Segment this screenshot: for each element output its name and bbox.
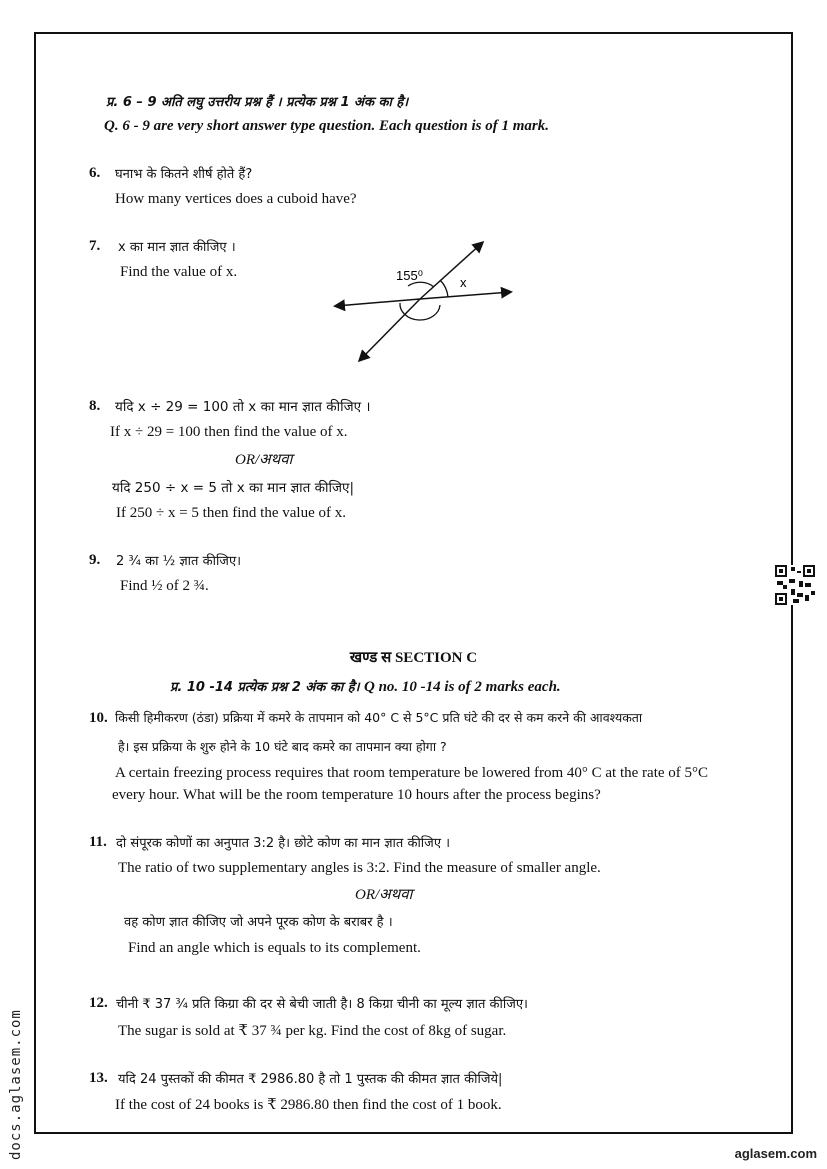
- angle-arc-lower: [400, 303, 440, 320]
- q8-hindi: यदि x ÷ 29 = 100 तो x का मान ज्ञात कीजिए ।: [115, 399, 371, 415]
- q12-english: The sugar is sold at ₹ 37 ¾ per kg. Find the cost of 8kg of sugar.: [118, 1023, 507, 1039]
- q10-english-1: A certain freezing process requires that room temperature be lowered from 40° C at the rate of 5°C: [115, 765, 709, 781]
- q8-number: 8.: [89, 398, 101, 414]
- q6-english: How many vertices does a cuboid have?: [115, 191, 357, 207]
- q8-or: OR/अथवा: [235, 452, 293, 468]
- angle-label-155: 155⁰: [396, 268, 423, 283]
- brand-watermark: aglasem.com: [734, 1146, 817, 1161]
- q7-hindi: x का मान ज्ञात कीजिए ।: [118, 240, 236, 255]
- q12-hindi: चीनी ₹ 37 ¾ प्रति किग्रा की दर से बेची जाती है। 8 किग्रा चीनी का मूल्य ज्ञात कीजिए।: [116, 997, 528, 1012]
- transversal-line: [420, 243, 482, 299]
- q11-english: The ratio of two supplementary angles is 3:2. Find the measure of smaller angle.: [118, 860, 601, 876]
- q11-number: 11.: [89, 834, 107, 850]
- section-c-instruction: [170, 677, 561, 696]
- instructions-english: Q. 6 - 9 are very short answer type question. Each question is of 1 mark.: [104, 118, 550, 134]
- q10-number: 10.: [89, 710, 108, 726]
- q13-hindi: यदि 24 पुस्तकों की कीमत ₹ 2986.80 है तो 1 पुस्तक की कीमत ज्ञात कीजिये|: [118, 1072, 503, 1087]
- q9-hindi: 2 ¾ का ½ ज्ञात कीजिए।: [116, 554, 242, 569]
- q6-number: 6.: [89, 165, 101, 181]
- q8-alt-english: If 250 ÷ x = 5 then find the value of x.: [116, 505, 346, 521]
- angle-figure: [330, 235, 525, 370]
- qr-code: [775, 565, 815, 605]
- section-c-instruction-english: Q no. 10 -14 is of 2 marks each.: [364, 679, 561, 695]
- side-watermark: docs.aglasem.com: [8, 1009, 24, 1160]
- q13-english: If the cost of 24 books is ₹ 2986.80 then find the cost of 1 book.: [115, 1097, 502, 1113]
- q8-english: If x ÷ 29 = 100 then find the value of x.: [110, 424, 348, 440]
- q7-english: Find the value of x.: [120, 264, 238, 280]
- q11-alt-english: Find an angle which is equals to its complement.: [128, 940, 421, 956]
- section-c-title: खण्ड स SECTION C: [349, 650, 478, 666]
- q10-hindi-2: है। इस प्रक्रिया के शुरु होने के 10 घंटे बाद कमरे का तापमान क्या होगा ?: [118, 739, 447, 754]
- section-c-instruction-hindi: प्र. 10 -14 प्रत्येक प्रश्न 2 अंक का है।: [170, 680, 360, 695]
- q13-number: 13.: [89, 1070, 108, 1086]
- q11-hindi: दो संपूरक कोणों का अनुपात 3:2 है। छोटे कोण का मान ज्ञात कीजिए ।: [116, 836, 451, 851]
- q12-number: 12.: [89, 995, 108, 1011]
- q9-english: Find ½ of 2 ¾.: [120, 578, 209, 594]
- instructions-hindi: प्र. 6 – 9 अति लघु उत्तरीय प्रश्न हैं । प्रत्येक प्रश्न 1 अंक का है।: [106, 95, 409, 110]
- q11-or: OR/अथवा: [355, 887, 413, 903]
- angle-label-x: x: [460, 275, 467, 290]
- q10-english-2: every hour. What will be the room temperature 10 hours after the process begins?: [112, 787, 601, 803]
- q8-alt-hindi: यदि 250 ÷ x = 5 तो x का मान ज्ञात कीजिए|: [112, 480, 355, 496]
- angle-arc-x: [440, 280, 448, 297]
- transversal-line-lower: [360, 299, 420, 360]
- q6-hindi: घनाभ के कितने शीर्ष होते हैं?: [115, 167, 253, 182]
- horizontal-line-right: [420, 292, 510, 299]
- q9-number: 9.: [89, 552, 101, 568]
- q7-number: 7.: [89, 238, 101, 254]
- q11-alt-hindi: वह कोण ज्ञात कीजिए जो अपने पूरक कोण के बराबर है ।: [124, 915, 393, 930]
- horizontal-line-left: [336, 299, 420, 306]
- q10-hindi-1: किसी हिमीकरण (ठंडा) प्रक्रिया में कमरे के तापमान को 40° C से 5°C प्रति घंटे की दर से कम करने की आवश्यकता: [115, 710, 643, 725]
